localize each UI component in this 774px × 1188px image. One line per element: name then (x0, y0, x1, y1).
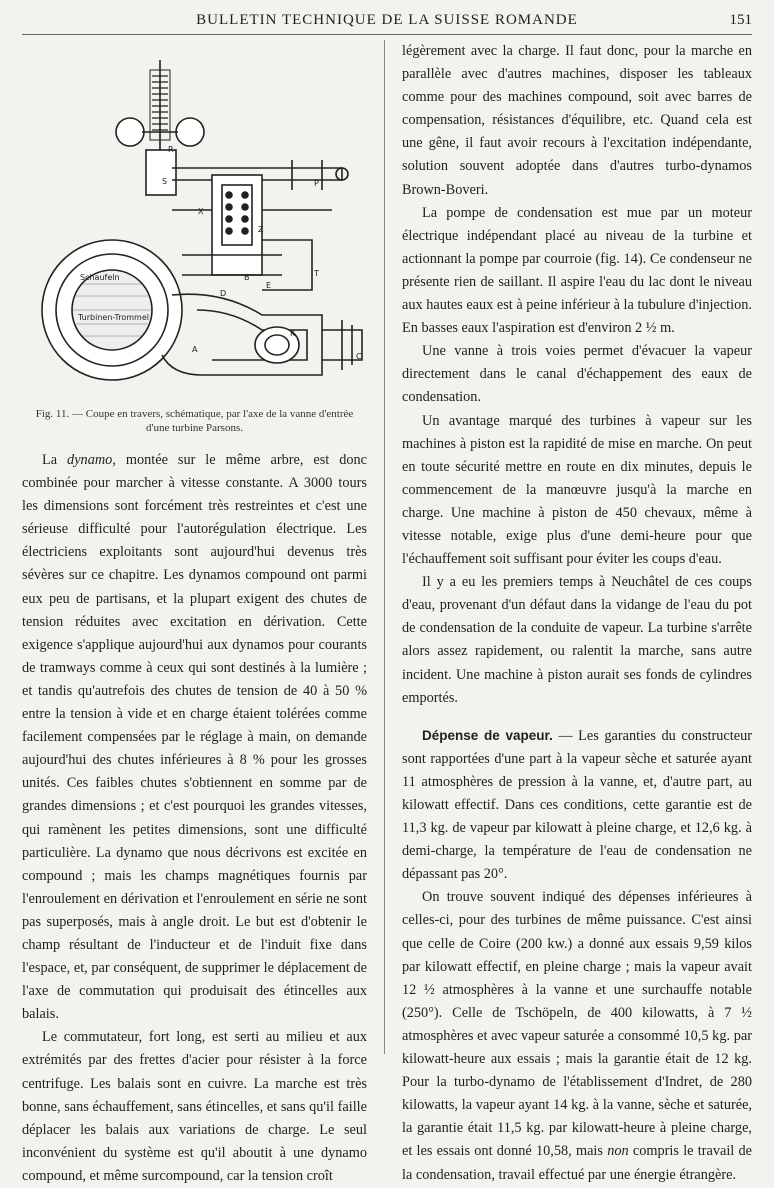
figure-turbine-valve (22, 40, 367, 385)
label-x: X (198, 207, 204, 216)
column-rule (384, 40, 385, 1054)
label-k: K (290, 329, 296, 338)
label-c: C (356, 352, 362, 361)
label-t: T (314, 269, 319, 278)
paragraph-pompe: La pompe de condensation est mue par un moteur électrique indépendant placé au niveau de la turbine et actionnant la pompe par courroie (fig. 14). Ce condenseur ne présente rien de saillant. Il aspire l'eau du lac dont le niveau aux hautes eaux est à peine inférieur à la tubulure d'injection. En basses eaux l'aspiration est d'environ 2 ½ m. (402, 204, 752, 337)
label-b: B (244, 273, 250, 282)
section-heading-depense: Dépense de vapeur. (422, 727, 553, 743)
paragraph-neuchatel: Il y a eu les premiers temps à Neuchâtel de ces coups d'eau, provenant d'un défaut dans la vidange de l'eau du pot de condensation de la conduite de vapeur. La turbine s'arrête alors assez rapidement, ou ralentit la marche, sans autre incident. Une machine à piston aurait ses fonds de cylindres emportés. (402, 574, 752, 706)
label-a: A (192, 345, 198, 354)
paragraph-commutateur: Le commutateur, fort long, est serti au milieu et aux extrémités par des frettes d'acier pour résister à la force centrifuge. Les balais sont en cuivre. La marche est très bonne, sans échauffement, sans étincelles, et sans qu'il faille déplacer les balais aux variations de charge. Le seul inconvénient du système est qu'il aboutit à une dynamo compound, et même surcompound, car la tension croît (22, 1029, 367, 1184)
right-column (402, 40, 752, 1187)
paragraph-depense: Dépense de vapeur. — Les garanties du constructeur sont rapportées d'une part à la vapeur sèche et saturée ayant 11 atmosphères de pression à la vanne, et, d'autre part, au kilowatt effectif. Dans ces conditions, cette garantie est de 11,3 kg. de vapeur par kilowatt à pleine charge, et 12,6 kg. à demi-charge, la température de l'eau de condensation ne dépassant pas 20°. (402, 727, 753, 883)
label-z: Z (258, 225, 264, 234)
paragraph-avantage: Un avantage marqué des turbines à vapeur sur les machines à piston est la rapidité de mise en marche. On peut en toute sécurité mettre en route en dix minutes, depuis le commencement de la manœuvre jusqu'à la marche en charge. Une machine à piston de 450 chevaux, même à vitesse notable, exige plus d'une demi-heure pour que l'échauffement soit suffisant pour éviter les coups d'eau. (402, 412, 752, 568)
page-number: 151 (729, 12, 752, 28)
label-s: S (162, 177, 168, 186)
label-turbinen-trommel: Turbinen-Trommel (78, 313, 149, 322)
paragraph-depenses-inferieures: On trouve souvent indiqué des dépenses inférieures à celles-ci, pour des turbines de même puissance. C'est ainsi que celle de Coire (200 kw.) a donné aux essais 9,59 kilos par kilowatt effectif, en pleine charge ; mais la vapeur avait 12 ½ atmosphères à la vanne et une surchauffe notable (250°). Celle de Tschöpeln, de 400 kilowatts, à 7 ½ atmosphères et avec vapeur saturée a consommé 10,5 kg. par kilowatt-heure aux essais ; mais la garantie était de 12 kg. Pour la turbo-dynamo de l'établissement d'Indret, de 280 kilowatts, la vapeur ayant 14 kg. à la vanne, sèche et saturée, la garantie était 11,5 kg. par kilowatt-heure à pleine charge, et les essais ont donné 10,58, mais non compris le travail de la condensation, travail effectué par une énergie étrangère. (402, 889, 753, 1183)
label-p: P (314, 179, 319, 188)
running-header (22, 10, 752, 35)
figure-caption: Fig. 11. — Coupe en travers, schématique, par l'axe de la vanne d'entrée d'une turbine Parsons. (35, 408, 354, 434)
paragraph-charge: légèrement avec la charge. Il faut donc, pour la marche en parallèle avec d'autres machines, disposer les tableaux comme pour des machines compound, soit avec barres de compensation, résistances d'équilibre, etc. Quand cela est une gêne, il faut avoir recours à l'excitation indépendante, solution souvent adoptée dans d'autres turbo-dynamos Brown-Boveri. (402, 43, 752, 198)
label-schaufeln: Schaufeln (80, 273, 120, 282)
journal-title: BULLETIN TECHNIQUE DE LA SUISSE ROMANDE (196, 12, 578, 28)
paragraph-vanne: Une vanne à trois voies permet d'évacuer la vapeur directement dans le canal d'échappement des eaux de condensation. (402, 343, 752, 406)
label-e: E (266, 281, 272, 290)
turbine-valve-drawing (22, 40, 367, 385)
left-column (22, 40, 367, 1188)
label-d: D (220, 289, 227, 298)
paragraph-dynamo: La dynamo, montée sur le même arbre, est donc combinée pour marcher à vitesse constante. A 3000 tours les dimensions sont forcément très restreintes et c'est une sérieuse difficulté pour l'autorégulation électrique. Les électriciens exploitants sont aujourd'hui devenus très sévères sur ce chapitre. Les dynamos compound ont parmi eux peu de partisans, et la plupart exigent des chutes de tension réduites avec excitation en dérivation. Cette exigence s'applique aujourd'hui aux dynamos pour courants de tramways comme à ceux qui sont destinés à la lumière ; et tandis qu'autrefois des chutes de tension de 40 à 50 % entre la tension à vide et en charge étaient tolérées comme facilement compensées par le réglage à main, on demande aujourd'hui des chutes inférieures à 8 % pour les grosses unités. Ces faibles chutes s'obtiennent en somme par de grandes dimensions ; et c'est pourquoi les grandes vitesses, qui ramènent les petites dimensions, sont une difficulté particulière. La dynamo que nous décrivons est excitée en compound ; mais les champs magnétiques fournis par l'enroulement en dérivation et l'enroulement en série ne sont pas superposés, mais à angle droit. Le but est d'obtenir le champ résultant de l'inducteur et de l'induit fixe dans l'espace, et, par conséquent, de supprimer le déplacement de l'axe de commutation qui produisait des étincelles aux balais. (22, 452, 367, 1023)
label-r: R (168, 145, 174, 154)
